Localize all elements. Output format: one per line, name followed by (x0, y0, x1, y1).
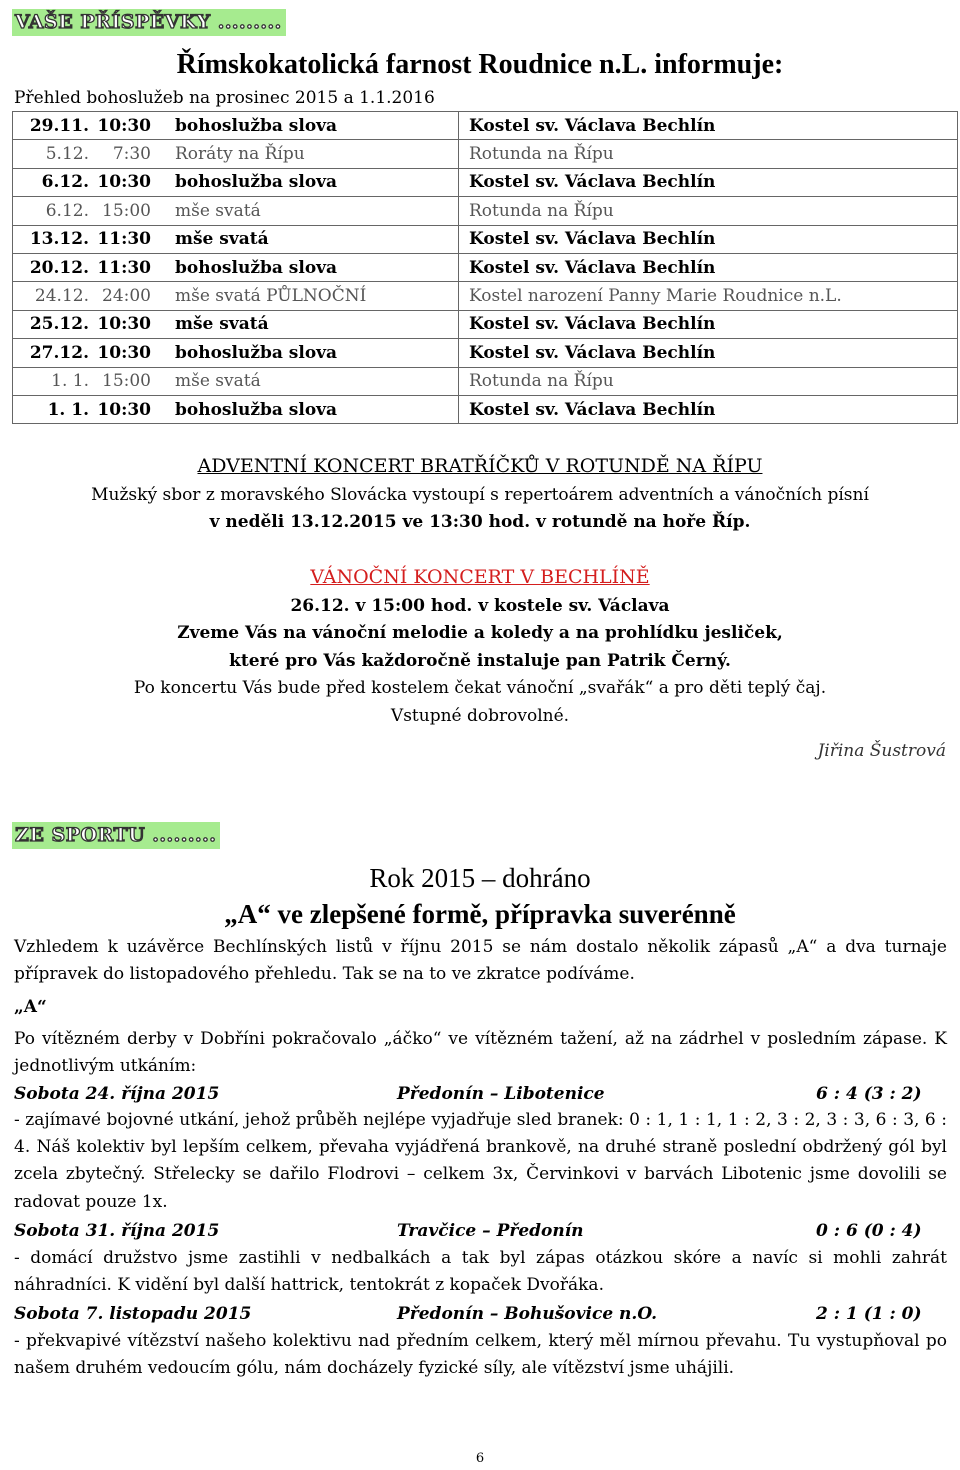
match-teams: Předonín – Libotenice (397, 1084, 605, 1104)
match-1-header (14, 1081, 947, 1107)
schedule-date: 1. 1. (47, 399, 89, 420)
schedule-event: mše svatá (175, 371, 261, 392)
schedule-place: Kostel sv. Václava Bechlín (459, 339, 958, 367)
schedule-event: mše svatá PŮLNOČNÍ (175, 286, 367, 307)
parish-title: Římskokatolická farnost Roudnice n.L. informuje: (176, 49, 784, 80)
christmas-concert-title: VÁNOČNÍ KONCERT V BECHLÍNĚ (310, 566, 650, 588)
schedule-date: 1. 1. (51, 371, 89, 392)
match-score: 0 : 6 (0 : 4) (816, 1221, 922, 1241)
schedule-time: 15:00 (102, 200, 151, 221)
mass-schedule-table (12, 111, 958, 424)
christmas-concert-line5: Vstupné dobrovolné. (390, 706, 570, 726)
advent-concert-line1: Mužský sbor z moravského Slovácka vystoupí s repertoárem adventních a vánočních písní (91, 485, 869, 505)
schedule-row (13, 310, 958, 338)
christmas-concert-line3: které pro Vás každoročně instaluje pan Patrik Černý. (229, 651, 731, 671)
schedule-row (13, 395, 958, 423)
match-date: Sobota 31. října 2015 (14, 1221, 220, 1241)
schedule-event: bohoslužba slova (175, 399, 338, 420)
schedule-place: Kostel sv. Václava Bechlín (459, 253, 958, 281)
schedule-when-cell (13, 112, 459, 140)
schedule-when-cell (13, 225, 459, 253)
schedule-place: Kostel sv. Václava Bechlín (459, 225, 958, 253)
match-3-header (14, 1301, 947, 1327)
schedule-event: bohoslužba slova (175, 172, 338, 193)
schedule-when-cell (13, 339, 459, 367)
schedule-event: bohoslužba slova (175, 342, 338, 363)
schedule-place: Rotunda na Řípu (459, 197, 958, 225)
schedule-place: Rotunda na Řípu (459, 367, 958, 395)
schedule-place: Kostel sv. Václava Bechlín (459, 112, 958, 140)
schedule-date: 25.12. (29, 314, 89, 335)
schedule-when-cell (13, 395, 459, 423)
schedule-time: 15:00 (102, 371, 151, 392)
match-date: Sobota 7. listopadu 2015 (14, 1304, 252, 1324)
schedule-subtitle: Přehled bohoslužeb na prosinec 2015 a 1.1.2016 (14, 88, 435, 108)
schedule-time: 7:30 (112, 144, 151, 165)
sport-subtitle: „A“ ve zlepšené formě, přípravka suverénně (224, 899, 736, 929)
schedule-date: 5.12. (45, 144, 89, 165)
schedule-row (13, 367, 958, 395)
match-teams: Travčice – Předonín (397, 1221, 584, 1241)
schedule-date: 13.12. (29, 229, 89, 250)
schedule-event: bohoslužba slova (175, 115, 338, 136)
schedule-date: 24.12. (34, 286, 89, 307)
schedule-date: 6.12. (45, 200, 89, 221)
schedule-time: 10:30 (97, 115, 151, 136)
schedule-time: 11:30 (97, 229, 151, 250)
christmas-concert-line1: 26.12. v 15:00 hod. v kostele sv. Václava (290, 596, 670, 616)
match-2-header (14, 1218, 947, 1244)
signature: Jiřina Šustrová (817, 741, 946, 761)
schedule-when-cell (13, 168, 459, 196)
match-score: 2 : 1 (1 : 0) (816, 1304, 922, 1324)
schedule-event: mše svatá (175, 314, 269, 335)
schedule-row (13, 140, 958, 168)
schedule-when-cell (13, 282, 459, 310)
schedule-when-cell (13, 310, 459, 338)
page-number: 6 (475, 1451, 485, 1466)
christmas-concert-line4: Po koncertu Vás bude před kostelem čekat vánoční „svařák“ a pro děti teplý čaj. (133, 678, 827, 698)
schedule-place: Kostel sv. Václava Bechlín (459, 168, 958, 196)
schedule-row (13, 112, 958, 140)
section-label-sport: ZE SPORTU ......... (12, 822, 220, 849)
schedule-time: 11:30 (97, 257, 151, 278)
schedule-time: 24:00 (102, 286, 151, 307)
schedule-date: 27.12. (29, 342, 89, 363)
schedule-event: mše svatá (175, 200, 261, 221)
sport-title: Rok 2015 – dohráno (369, 863, 591, 893)
schedule-row (13, 168, 958, 196)
schedule-row (13, 197, 958, 225)
match-2-report: - domácí družstvo jsme zastihli v nedbalkách a tak byl zápas otázkou skóre a navíc si mohli zahrát náhradníci. K vidění byl další hattrick, tentokrát z kopaček Dvořáka. (14, 1248, 947, 1296)
advent-concert-line2: v neděli 13.12.2015 ve 13:30 hod. v rotundě na hoře Říp. (209, 512, 751, 532)
schedule-date: 29.11. (29, 115, 89, 136)
match-score: 6 : 4 (3 : 2) (816, 1084, 922, 1104)
schedule-place: Kostel narození Panny Marie Roudnice n.L. (459, 282, 958, 310)
a-team-intro: Po vítězném derby v Dobříni pokračovalo „áčko“ ve vítězném tažení, až na zádrhel v posledním zápase. K jednotlivým utkáním: (14, 1029, 947, 1077)
schedule-event: bohoslužba slova (175, 257, 338, 278)
schedule-row (13, 339, 958, 367)
match-date: Sobota 24. října 2015 (14, 1084, 220, 1104)
schedule-time: 10:30 (97, 172, 151, 193)
schedule-row (13, 282, 958, 310)
schedule-when-cell (13, 197, 459, 225)
schedule-row (13, 253, 958, 281)
a-team-heading: „A“ (14, 997, 47, 1017)
schedule-row (13, 225, 958, 253)
schedule-when-cell (13, 253, 459, 281)
schedule-place: Rotunda na Řípu (459, 140, 958, 168)
schedule-place: Kostel sv. Václava Bechlín (459, 310, 958, 338)
schedule-time: 10:30 (97, 342, 151, 363)
schedule-date: 6.12. (41, 172, 89, 193)
advent-concert-title: ADVENTNÍ KONCERT BRATŘÍČKŮ V ROTUNDĚ NA ŘÍPU (197, 455, 763, 477)
match-teams: Předonín – Bohušovice n.O. (397, 1304, 658, 1324)
schedule-time: 10:30 (97, 399, 151, 420)
match-1-report: - zajímavé bojovné utkání, jehož průběh nejlépe vyjadřuje sled branek: 0 : 1, 1 : 1, 1 : 2, 3 : 2, 3 : 3, 6 : 3, 6 : 4. Náš kolektiv byl lepším celkem, převaha vyjádřená brankově, na druhé straně poslední obdržený gól byl zcela zbytečný. Střelecky se dařilo Flodrovi – celkem 3x, Červinkovi v barvách Libotenic jsme dovolili se radovat pouze 1x. (14, 1110, 947, 1212)
section-label-contributions: VAŠE PŘÍSPĚVKY ......... (12, 9, 286, 36)
schedule-event: Roráty na Řípu (175, 144, 305, 165)
christmas-concert-line2: Zveme Vás na vánoční melodie a koledy a na prohlídku jesliček, (177, 623, 783, 643)
schedule-when-cell (13, 367, 459, 395)
schedule-date: 20.12. (29, 257, 89, 278)
sport-intro: Vzhledem k uzávěrce Bechlínských listů v říjnu 2015 se nám dostalo několik zápasů „A“ a dva turnaje přípravek do listopadového přehledu. Tak se na to ve zkratce podíváme. (14, 937, 947, 985)
schedule-place: Kostel sv. Václava Bechlín (459, 395, 958, 423)
match-3-report: - překvapivé vítězství našeho kolektivu nad předním celkem, který měl mírnou převahu. Tu vystupňoval po našem druhém vedoucím gólu, nám docházely fyzické síly, ale vítězství jsme uhájili. (14, 1331, 947, 1379)
schedule-event: mše svatá (175, 229, 269, 250)
schedule-when-cell (13, 140, 459, 168)
schedule-time: 10:30 (97, 314, 151, 335)
